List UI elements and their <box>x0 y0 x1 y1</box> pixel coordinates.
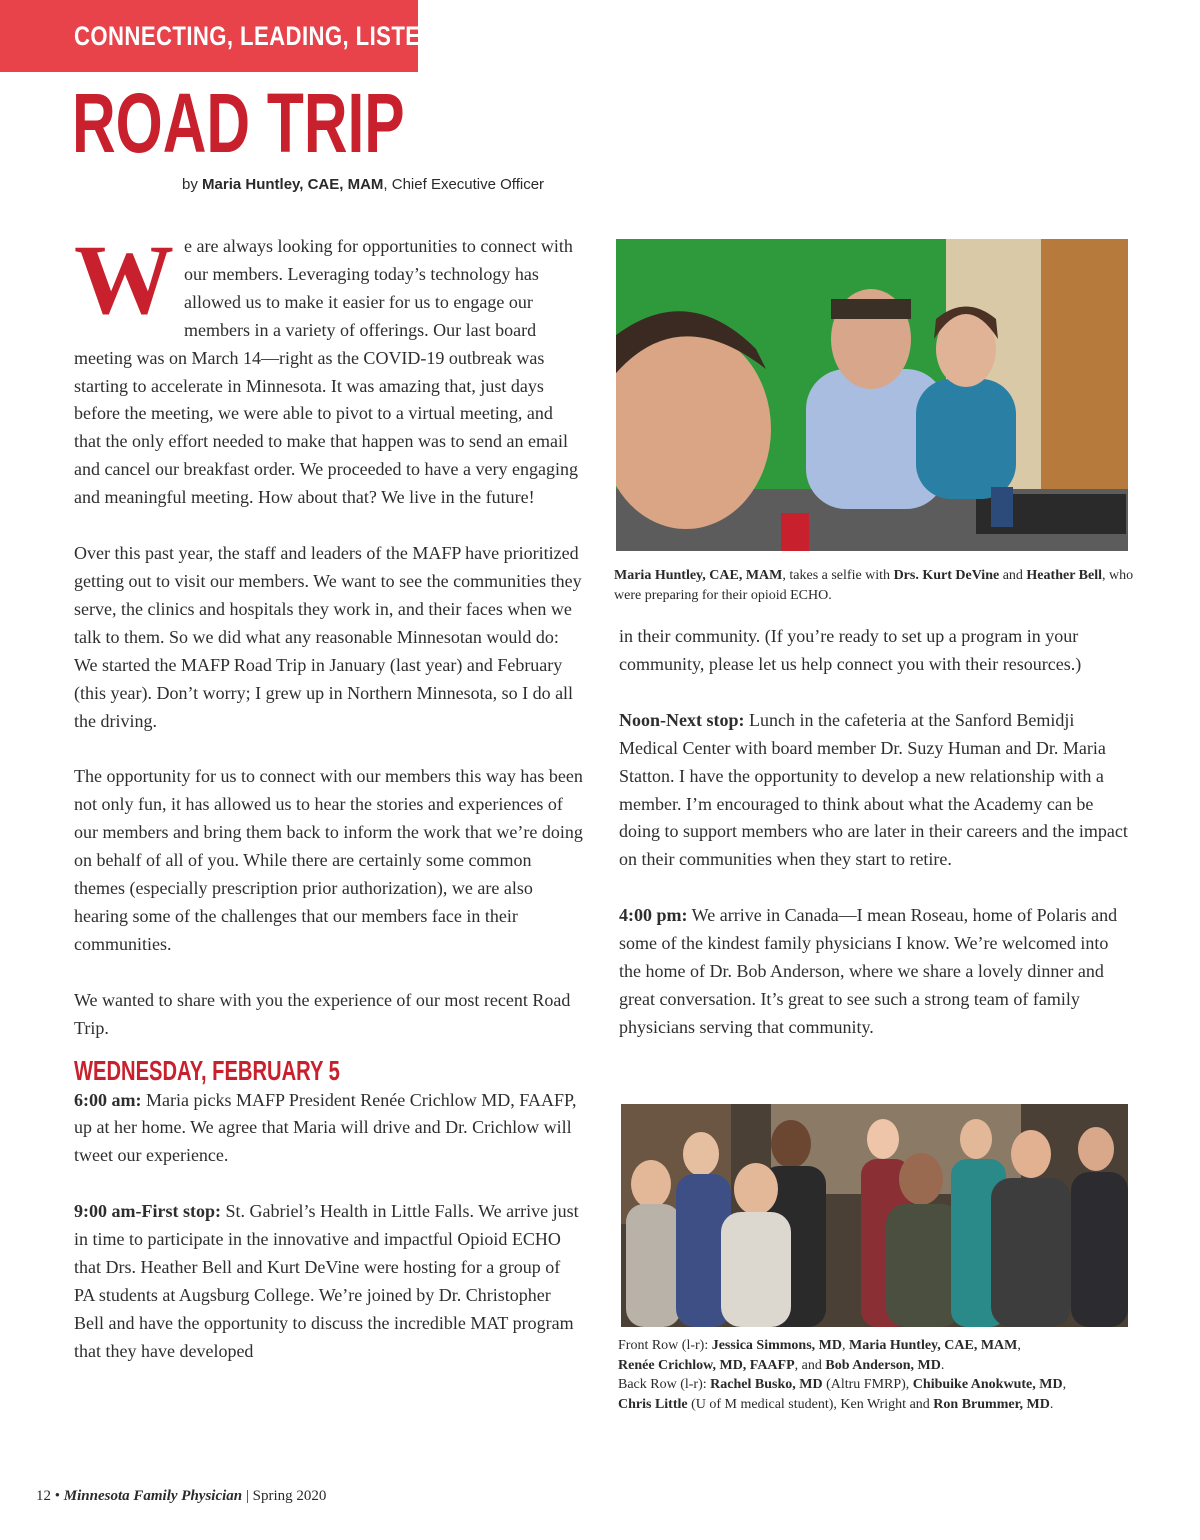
entry-4pm-text: We arrive in Canada—I mean Roseau, home of Polaris and some of the kindest family physicians I know. We’re welcomed into the home of Dr. Bob Anderson, where we share a lovely dinner and great conversation. It’s great to see such a strong team of family physicians serving that community. <box>619 905 1118 1037</box>
caption2-back-text-3: (U of M medical student), Ken Wright and <box>687 1396 934 1412</box>
caption2-back-4: Ron Brummer, MD <box>933 1396 1050 1412</box>
article-title: ROAD TRIP <box>72 76 405 170</box>
intro-paragraph-4: We wanted to share with you the experience of our most recent Road Trip. <box>74 989 571 1038</box>
caption2-back-text-4: . <box>1049 1396 1054 1412</box>
byline-author: Maria Huntley, CAE, MAM <box>202 176 384 193</box>
byline-prefix: by <box>182 176 203 193</box>
caption2-front-row <box>618 1336 1138 1375</box>
byline <box>182 176 544 193</box>
caption1-name3: Heather Bell <box>1026 568 1102 583</box>
caption1-name2: Drs. Kurt DeVine <box>893 568 1000 583</box>
caption2-front-sep-1: , <box>842 1338 849 1353</box>
selfie-photo-illustration <box>616 239 1128 551</box>
section-banner <box>0 0 478 72</box>
entry-9am-time: 9:00 am-First stop: <box>74 1201 221 1222</box>
section-heading: WEDNESDAY, FEBRUARY 5 <box>74 1054 340 1086</box>
entry-6am-time: 6:00 am: <box>74 1089 142 1110</box>
publication-name: Minnesota Family Physician <box>63 1488 243 1504</box>
entry-6am <box>74 1087 584 1171</box>
banner-label: CONNECTING, LEADING, LISTENING <box>74 20 478 51</box>
group-caption <box>618 1336 1138 1414</box>
left-column <box>74 224 584 1394</box>
caption2-front-1: Jessica Simmons, MD <box>711 1338 842 1353</box>
caption2-back-text-1: (Altru FMRP), <box>822 1377 913 1392</box>
caption1-text3: , who were preparing for their opioid ECHO. <box>614 568 1134 603</box>
caption2-front-2: Maria Huntley, CAE, MAM <box>849 1338 1018 1353</box>
entry-9am-text: St. Gabriel’s Health in Little Falls. We arrive just in time to participate in the innovative and impactful Opioid ECHO that Drs. Heather Bell and Kurt DeVine were hosting for a group of PA students at Augsburg College. We’re joined by Dr. Christopher Bell and have the opportunity to discuss the incredible MAT program that they have developed <box>74 1201 579 1361</box>
entry-9am <box>74 1198 584 1365</box>
intro-paragraph-2: Over this past year, the staff and leaders of the MAFP have prioritized getting out to visit our members. We want to see the communities they serve, the clinics and hospitals they work in, and their faces when we talk to them. So we did what any reasonable Minnesotan would do: We started the MAFP Road Trip in January (last year) and February (this year). Don’t worry; I grew up in Northern Minnesota, so I do all the driving. <box>74 543 582 731</box>
entry-noon <box>619 707 1131 874</box>
caption2-back-1: Rachel Busko, MD <box>710 1377 823 1392</box>
right-column <box>619 623 1131 1070</box>
caption2-front-label: Front Row (l-r): <box>618 1338 712 1353</box>
selfie-caption <box>614 566 1134 605</box>
intro-paragraph-3: The opportunity for us to connect with our members this way has been not only fun, it has allowed us to hear the stories and experiences of our members and bring them back to inform the work that we’re doing on behalf of all of you. While there are certainly some common themes (especially prescription prior authorization), we are also hearing some of the challenges that our members face in their communities. <box>74 766 583 954</box>
footer-bullet: • <box>54 1488 61 1504</box>
intro-paragraph-1-text: e are always looking for opportunities to connect with our members. Leveraging today’s technology has allowed us to make it easier for us to engage our members in a variety of offerings. Our last board meeting was on March 14—right as the COVID-19 outbreak was starting to accelerate in Minnesota. It was amazing that, just days before the meeting, we were able to pivot to a virtual meeting, and that the only effort needed to make that happen was to send an email and cancel our breakfast order. We proceeded to have a very engaging and meaningful meeting. How about that? We live in the future! <box>74 236 578 508</box>
caption2-front-4: Bob Anderson, MD <box>825 1357 941 1373</box>
entry-noon-time: Noon-Next stop: <box>619 709 745 730</box>
entry-4pm-time: 4:00 pm: <box>619 905 688 926</box>
caption2-back-2: Chibuike Anokwute, MD <box>912 1377 1063 1392</box>
drop-cap: W <box>74 224 174 335</box>
entry-4pm <box>619 902 1131 1042</box>
caption2-back-text-2: , <box>1062 1377 1067 1392</box>
caption1-name1: Maria Huntley, CAE, MAM <box>614 568 783 583</box>
byline-role: , Chief Executive Officer <box>383 176 545 193</box>
caption2-front-sep-4: . <box>940 1357 945 1373</box>
caption1-text1: , takes a selfie with <box>782 568 894 583</box>
page-number: 12 <box>36 1488 51 1504</box>
group-photo-illustration <box>621 1104 1128 1327</box>
caption2-back-3: Chris Little <box>618 1396 688 1412</box>
page-footer <box>36 1488 326 1505</box>
selfie-photo <box>616 239 1128 551</box>
caption2-front-sep-2: , <box>1017 1338 1021 1353</box>
caption2-front-sep-3: , and <box>794 1357 826 1373</box>
caption2-back-row <box>618 1375 1138 1414</box>
issue-label: | Spring 2020 <box>245 1488 327 1504</box>
entry-noon-text: Lunch in the cafeteria at the Sanford Bemidji Medical Center with board member Dr. Suzy Human and Dr. Maria Statton. I have the opportunity to develop a new relationship with a member. I’m encouraged to think about what the Academy can be doing to support members who are later in their careers and the impact on their communities when they start to retire. <box>619 709 1128 870</box>
group-photo <box>621 1104 1128 1327</box>
intro-paragraph-1 <box>74 224 584 512</box>
caption1-text2: and <box>999 568 1027 583</box>
caption2-front-3: Renée Crichlow, MD, FAAFP <box>618 1357 795 1373</box>
caption2-back-label: Back Row (l-r): <box>618 1377 711 1392</box>
entry-9am-continued: in their community. (If you’re ready to set up a program in your community, please let us help connect you with their resources.) <box>619 626 1082 674</box>
entry-6am-text: Maria picks MAFP President Renée Crichlow MD, FAAFP, up at her home. We agree that Maria will drive and Dr. Crichlow will tweet our experience. <box>74 1089 577 1166</box>
